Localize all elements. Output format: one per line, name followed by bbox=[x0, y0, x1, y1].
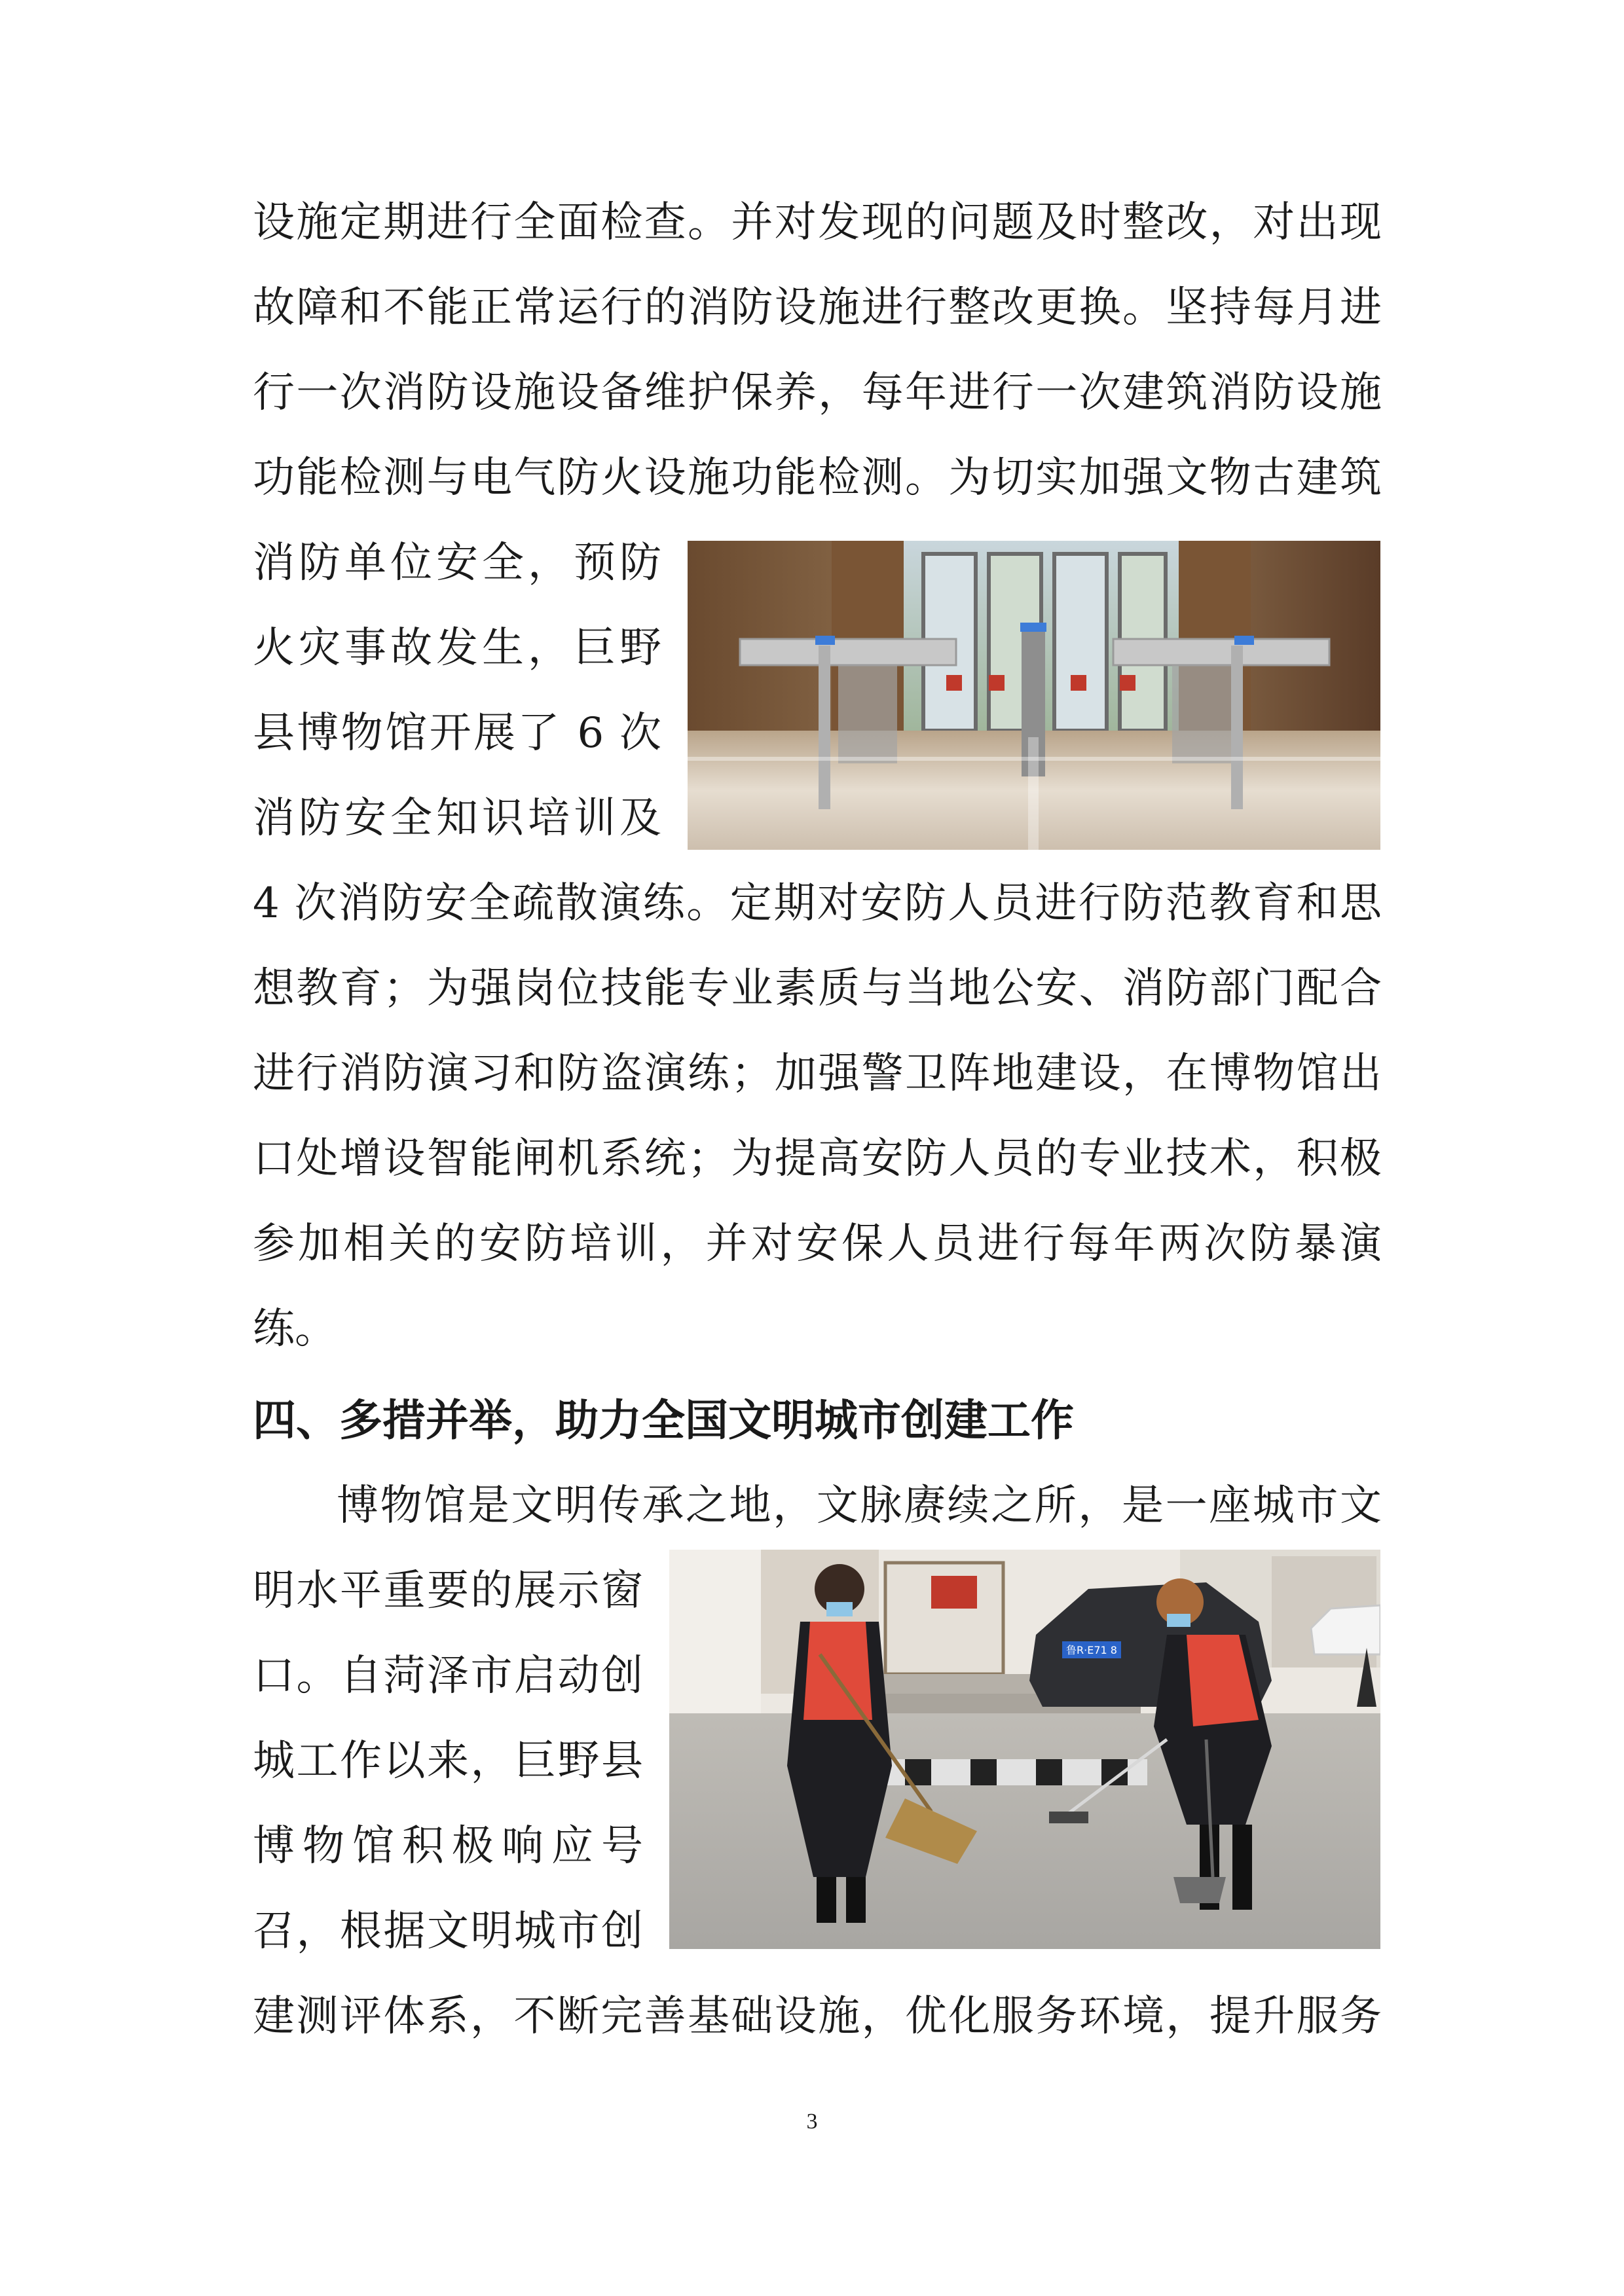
body-line: 火灾事故发生，巨野 bbox=[253, 624, 661, 672]
body-line: 博物馆是文明传承之地，文脉赓续之所，是一座城市文 bbox=[337, 1482, 1382, 1530]
body-line: 口处增设智能闸机系统；为提高安防人员的专业技术，积极 bbox=[253, 1135, 1382, 1183]
body-line: 县博物馆开展了 6 次 bbox=[253, 709, 661, 757]
body-line: 行一次消防设施设备维护保养，每年进行一次建筑消防设施 bbox=[253, 369, 1382, 417]
body-line: 设施定期进行全面检查。并对发现的问题及时整改，对出现 bbox=[253, 198, 1382, 247]
body-line: 建测评体系，不断完善基础设施，优化服务环境，提升服务 bbox=[253, 1992, 1382, 2041]
body-line: 召，根据文明城市创 bbox=[253, 1907, 643, 1956]
smart-gate-photo bbox=[688, 541, 1380, 850]
body-line: 参加相关的安防培训，并对安保人员进行每年两次防暴演 bbox=[253, 1220, 1382, 1268]
body-line: 明水平重要的展示窗 bbox=[253, 1567, 643, 1615]
body-line: 练。 bbox=[253, 1305, 337, 1353]
page-number: 3 bbox=[806, 2109, 818, 2134]
license-plate: 鲁R·E71 8 bbox=[1066, 1644, 1117, 1656]
body-line: 4 次消防安全疏散演练。定期对安防人员进行防范教育和思 bbox=[253, 879, 1382, 928]
body-line: 进行消防演习和防盗演练；加强警卫阵地建设，在博物馆出 bbox=[253, 1049, 1382, 1098]
body-line: 口。自菏泽市启动创 bbox=[253, 1652, 643, 1700]
section-heading: 四、多措并举，助力全国文明城市创建工作 bbox=[253, 1395, 1074, 1446]
body-line: 城工作以来，巨野县 bbox=[253, 1737, 643, 1785]
body-line: 功能检测与电气防火设施功能检测。为切实加强文物古建筑 bbox=[253, 454, 1382, 502]
body-line: 想教育；为强岗位技能专业素质与当地公安、消防部门配合 bbox=[253, 964, 1382, 1013]
body-line: 消防单位安全，预防 bbox=[253, 539, 661, 587]
body-line: 博物馆积极响应号 bbox=[253, 1822, 643, 1870]
body-line: 故障和不能正常运行的消防设施进行整改更换。坚持每月进 bbox=[253, 283, 1382, 332]
volunteers-cleaning-photo bbox=[669, 1550, 1380, 1949]
body-line: 消防安全知识培训及 bbox=[253, 794, 661, 843]
